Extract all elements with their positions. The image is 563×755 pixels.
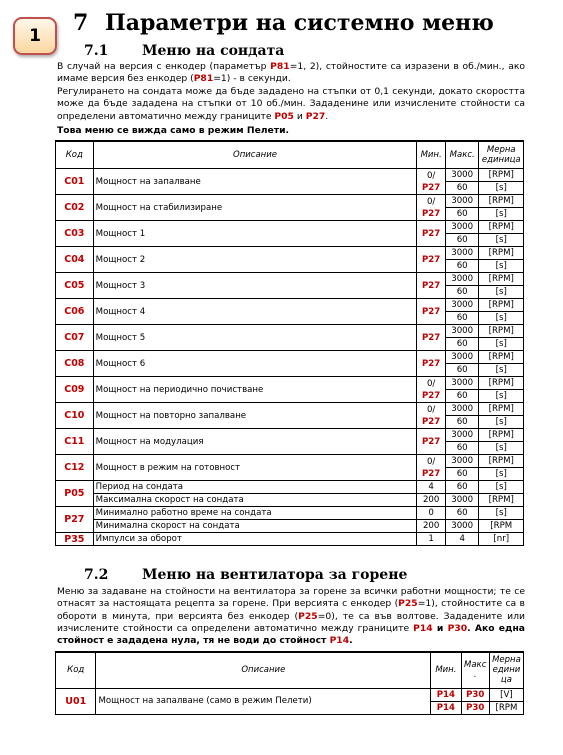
row-code: C12: [56, 455, 94, 481]
row-min-param: P27: [422, 468, 441, 479]
row-min: P14: [431, 688, 461, 701]
row-unit: [RPM]: [479, 351, 524, 364]
section-7-1-paragraph-1: [57, 61, 525, 86]
row-max: 3000: [445, 169, 479, 182]
table-row: [56, 403, 524, 416]
row-max: 60: [445, 442, 479, 455]
table-row: [56, 299, 524, 312]
row-max: 3000: [445, 273, 479, 286]
row-description: Мощност в режим на готовност: [93, 455, 417, 481]
param-ref: P05: [274, 110, 294, 122]
text: =1) - в секунди.: [213, 73, 291, 85]
table-row: [56, 325, 524, 338]
row-min: 200: [417, 520, 446, 533]
row-description: Мощност на стабилизиране: [93, 195, 417, 221]
row-unit: [RPM: [489, 701, 523, 714]
row-max: 3000: [445, 351, 479, 364]
row-max: 60: [445, 416, 479, 429]
header-unit-line3: ца: [500, 675, 512, 686]
row-max: P30: [461, 701, 489, 714]
row-min: [417, 403, 446, 429]
row-max: 60: [445, 338, 479, 351]
row-description: Мощност на периодично почистване: [93, 377, 417, 403]
row-max: 60: [445, 364, 479, 377]
row-code: P35: [56, 533, 94, 546]
row-min: 4: [417, 481, 446, 494]
row-description: Минимално работно време на сондата: [93, 507, 417, 520]
row-description: Мощност на запалване (само в режим Пелети): [96, 688, 431, 714]
table-row: [56, 273, 524, 286]
row-description: Мощност на запалване: [93, 169, 417, 195]
text: =1, 2), стойностите са изразени в об./мин., ако имаме версия без енкодер (: [57, 61, 525, 85]
row-unit: [s]: [479, 208, 524, 221]
row-unit: [RPM]: [479, 247, 524, 260]
row-unit: [RPM]: [479, 169, 524, 182]
row-unit: [s]: [479, 416, 524, 429]
text: и: [432, 622, 448, 634]
chapter-title: Параметри на системно меню: [105, 10, 494, 36]
row-unit: [RPM]: [479, 325, 524, 338]
row-code: C10: [56, 403, 94, 429]
chapter-number: 7: [73, 10, 89, 36]
row-unit: [RPM]: [479, 377, 524, 390]
row-unit: [RPM]: [479, 221, 524, 234]
row-unit: [RPM]: [479, 429, 524, 442]
text: В случай на версия с енкодер (параметър: [57, 61, 271, 72]
combustion-fan-table: [55, 651, 524, 715]
chapter-badge: 1: [13, 17, 57, 55]
table-row: [56, 507, 524, 520]
param-ref: P14: [329, 635, 350, 647]
header-description: Описание: [96, 652, 431, 688]
row-code: C03: [56, 221, 94, 247]
row-max: 60: [445, 468, 479, 481]
row-unit: [RPM]: [479, 195, 524, 208]
table-row: [56, 247, 524, 260]
section-7-1-heading: [84, 43, 284, 59]
row-min: [417, 299, 446, 325]
header-unit: [489, 652, 523, 688]
row-unit: [s]: [479, 234, 524, 247]
row-min: [417, 195, 446, 221]
row-code: P05: [56, 481, 94, 507]
row-max: 60: [445, 234, 479, 247]
param-ref: P14: [413, 622, 433, 634]
row-max: P30: [461, 688, 489, 701]
row-min: 1: [417, 533, 446, 546]
text: =1), стойностите са в обороти в минута, при версията без енкодер (: [57, 598, 525, 622]
section-7-2-paragraph: [57, 586, 525, 647]
row-code: C04: [56, 247, 94, 273]
row-max: 3000: [445, 325, 479, 338]
row-min-param: P27: [422, 436, 441, 447]
row-min: [417, 221, 446, 247]
row-max: 60: [445, 390, 479, 403]
text: и: [293, 110, 306, 122]
row-code: C06: [56, 299, 94, 325]
row-min: [417, 325, 446, 351]
row-min-line1: 0/: [426, 456, 436, 467]
row-unit: [RPM]: [479, 455, 524, 468]
param-ref: P25: [398, 598, 418, 610]
row-code: C05: [56, 273, 94, 299]
table-row: [56, 429, 524, 442]
row-max: 3000: [445, 403, 479, 416]
row-min-param: P27: [422, 332, 441, 343]
row-unit: [RPM: [479, 520, 524, 533]
header-min: Мин.: [417, 141, 446, 169]
row-min: [417, 273, 446, 299]
row-unit: [s]: [479, 507, 524, 520]
row-min: 0: [417, 507, 446, 520]
row-max: 60: [445, 286, 479, 299]
row-min: [417, 351, 446, 377]
row-unit: [RPM]: [479, 403, 524, 416]
row-unit: [s]: [479, 364, 524, 377]
row-min-param: P27: [422, 208, 441, 219]
row-description: Мощност 5: [93, 325, 417, 351]
row-max: 60: [445, 481, 479, 494]
row-min-param: P27: [422, 182, 441, 193]
row-code: C07: [56, 325, 94, 351]
row-max: 3000: [445, 455, 479, 468]
row-min-line1: 0/: [426, 170, 436, 181]
row-max: 3000: [445, 429, 479, 442]
header-code: Код: [56, 141, 94, 169]
row-max: 3000: [445, 195, 479, 208]
row-description: Мощност на модулация: [93, 429, 417, 455]
row-unit: [s]: [479, 312, 524, 325]
row-unit: [s]: [479, 468, 524, 481]
row-max: 60: [445, 182, 479, 195]
table-row: [56, 351, 524, 364]
row-description: Импулси за оборот: [93, 533, 417, 546]
text: .: [349, 635, 353, 647]
row-max: 60: [445, 260, 479, 273]
param-ref: P81: [270, 61, 290, 72]
row-unit: [s]: [479, 390, 524, 403]
table-row: [56, 221, 524, 234]
row-min: 200: [417, 494, 446, 507]
section-7-1-paragraph-2: [57, 86, 525, 123]
param-ref: P25: [298, 610, 318, 622]
row-max: 3000: [445, 494, 479, 507]
row-max: 3000: [445, 520, 479, 533]
row-min-param: P27: [422, 390, 441, 401]
header-max: Макс.: [445, 141, 479, 169]
row-description: Мощност на повторно запалване: [93, 403, 417, 429]
row-description: Максимална скорост на сондата: [93, 494, 417, 507]
header-max: [461, 652, 489, 688]
row-max: 60: [445, 312, 479, 325]
row-unit: [V]: [489, 688, 523, 701]
row-min-param: P27: [422, 416, 441, 427]
row-unit: [s]: [479, 338, 524, 351]
row-min-line1: 0/: [426, 378, 436, 389]
row-code: P27: [56, 507, 94, 533]
table-row: [56, 195, 524, 208]
row-code: C08: [56, 351, 94, 377]
chapter-heading: [73, 10, 494, 36]
table-row: [56, 688, 524, 701]
table-row: [56, 520, 524, 533]
row-min: P14: [431, 701, 461, 714]
param-ref: P81: [193, 73, 214, 85]
row-max: 4: [445, 533, 479, 546]
table-row: [56, 481, 524, 494]
row-min-param: P27: [422, 358, 441, 369]
table-row: [56, 494, 524, 507]
section-number: 7.1: [84, 43, 109, 59]
row-min-line1: 0/: [426, 404, 436, 415]
row-min-line1: 0/: [426, 196, 436, 207]
row-code: C01: [56, 169, 94, 195]
row-description: Мощност 2: [93, 247, 417, 273]
row-min: [417, 377, 446, 403]
header-description: Описание: [93, 141, 417, 169]
row-description: Мощност 6: [93, 351, 417, 377]
row-unit: [s]: [479, 182, 524, 195]
row-min-param: P27: [422, 280, 441, 291]
row-code: U01: [56, 688, 96, 714]
table-row: [56, 169, 524, 182]
probe-menu-table: [55, 140, 524, 546]
header-max-line1: Макс: [464, 660, 487, 671]
row-min-param: P27: [422, 306, 441, 317]
row-max: 3000: [445, 247, 479, 260]
section-title: Меню на сондата: [142, 43, 285, 59]
row-unit: [s]: [479, 286, 524, 299]
section-number: 7.2: [84, 567, 109, 583]
row-description: Мощност 3: [93, 273, 417, 299]
param-ref: P27: [305, 110, 326, 122]
row-min-param: P27: [422, 254, 441, 265]
table-row: [56, 455, 524, 468]
text: Меню за задаване на стойности на вентилатора за горене за всички работни мощности; те се отнасят за настоящата рецепта за горене. При версията с енкодер (: [57, 586, 525, 610]
text: . Ако една стойност е зададена нула, тя не води до стойност: [57, 622, 525, 647]
table-row: [56, 533, 524, 546]
param-ref: P30: [447, 622, 468, 634]
row-min: [417, 247, 446, 273]
row-description: Минимална скорост на сондата: [93, 520, 417, 533]
row-min: [417, 429, 446, 455]
row-unit: [s]: [479, 481, 524, 494]
row-code: C09: [56, 377, 94, 403]
section-7-1-note: Това меню се вижда само в режим Пелети.: [57, 125, 290, 136]
row-min: [417, 169, 446, 195]
row-max: 3000: [445, 377, 479, 390]
header-code: Код: [56, 652, 96, 688]
row-code: C11: [56, 429, 94, 455]
row-max: 3000: [445, 299, 479, 312]
text: Регулирането на сондата може да бъде зададено на стъпки от 0,1 секунди, докато скоростта може да бъде зададена на стъпки от 10 об./мин. Зададенине или изчислените стойности са определени автоматично между границите: [57, 86, 525, 122]
section-title: Меню на вентилатора за горене: [142, 567, 408, 583]
table-header-row: [56, 652, 524, 688]
row-unit: [RPM]: [479, 299, 524, 312]
row-min-param: P27: [422, 228, 441, 239]
table-header-row: [56, 141, 524, 169]
row-unit: [RPM]: [479, 494, 524, 507]
row-min: [417, 455, 446, 481]
row-max: 3000: [445, 221, 479, 234]
row-code: C02: [56, 195, 94, 221]
row-max: 60: [445, 208, 479, 221]
row-unit: [s]: [479, 260, 524, 273]
row-unit: [s]: [479, 442, 524, 455]
header-unit-line1: Мерна: [492, 655, 521, 666]
row-description: Мощност 1: [93, 221, 417, 247]
header-max-line2: .: [473, 670, 477, 681]
table-row: [56, 377, 524, 390]
header-unit: Мерна единица: [479, 141, 524, 169]
text: .: [325, 110, 329, 122]
row-unit: [nr]: [479, 533, 524, 546]
text: =0), те са във волтове. Зададените или изчислените стойности са определени автоматично между границите: [57, 610, 525, 634]
header-unit-line2: едини: [492, 665, 521, 676]
row-description: Мощност 4: [93, 299, 417, 325]
row-max: 60: [445, 507, 479, 520]
row-unit: [RPM]: [479, 273, 524, 286]
section-7-2-heading: [84, 567, 407, 583]
row-description: Период на сондата: [93, 481, 417, 494]
header-min: Мин.: [431, 652, 461, 688]
